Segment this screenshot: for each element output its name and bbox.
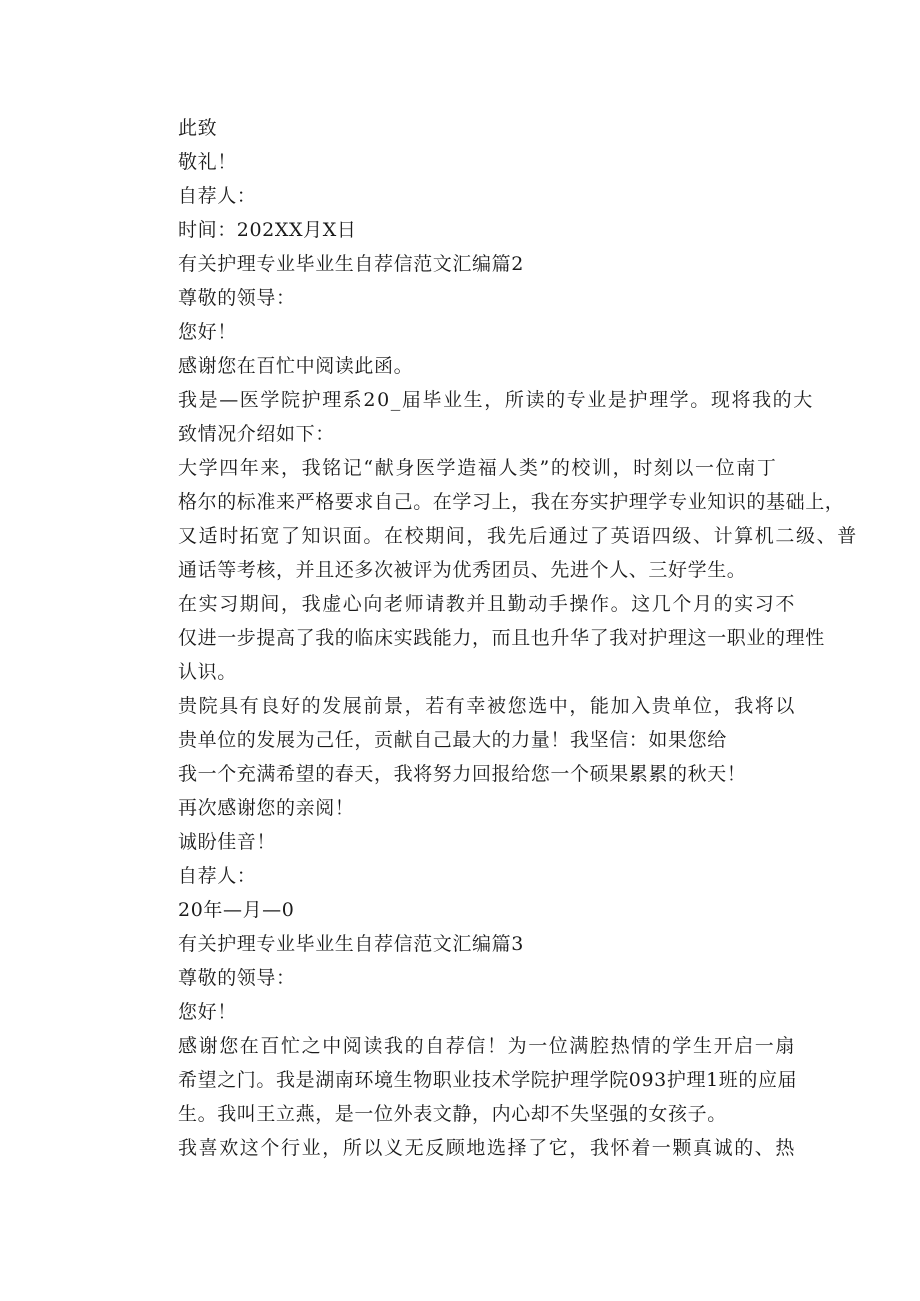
greeting-line: 尊敬的领导： xyxy=(178,967,296,989)
paragraph-line: 贵院具有良好的发展前景，若有幸被您选中，能加入贵单位，我将以 xyxy=(178,695,797,717)
paragraph-line: 大学四年来，我铭记“献身医学造福人类”的校训，时刻以一位南丁 xyxy=(178,457,778,479)
paragraph-line: 我一个充满希望的春天，我将努力回报给您一个硕果累累的秋天！ xyxy=(178,763,747,785)
paragraph-line: 诚盼佳音！ xyxy=(178,831,277,853)
paragraph-line: 格尔的标准来严格要求自己。在学习上，我在夯实护理学专业知识的基础上， xyxy=(178,491,845,513)
hello-line: 您好！ xyxy=(178,321,237,343)
closing-line: 此致 xyxy=(178,117,218,139)
section-heading-2: 有关护理专业毕业生自荐信范文汇编篇2 xyxy=(178,253,524,275)
paragraph-line: 再次感谢您的亲阅！ xyxy=(178,797,355,819)
paragraph-line: 我喜欢这个行业，所以义无反顾地选择了它，我怀着一颗真诚的、热 xyxy=(178,1137,797,1159)
paragraph-line: 又适时拓宽了知识面。在校期间，我先后通过了英语四级、计算机二级、普 xyxy=(178,525,858,547)
paragraph-line: 仅进一步提高了我的临床实践能力，而且也升华了我对护理这一职业的理性 xyxy=(178,627,825,649)
hello-line: 您好！ xyxy=(178,1001,237,1023)
paragraph-line: 贵单位的发展为己任，贡献自己最大的力量！我坚信：如果您给 xyxy=(178,729,727,751)
signature-label: 自荐人： xyxy=(178,865,257,887)
paragraph-line: 在实习期间，我虚心向老师请教并且勤动手操作。这几个月的实习不 xyxy=(178,593,797,615)
salute-line: 敬礼！ xyxy=(178,151,237,173)
paragraph-line: 希望之门。我是湖南环境生物职业技术学院护理学院093护理1班的应届 xyxy=(178,1069,798,1091)
date-line: 时间：202XX月X日 xyxy=(178,219,357,241)
greeting-line: 尊敬的领导： xyxy=(178,287,296,309)
paragraph-line: 感谢您在百忙中阅读此函。 xyxy=(178,355,414,377)
section-heading-3: 有关护理专业毕业生自荐信范文汇编篇3 xyxy=(178,933,524,955)
date-line: 20年—月—0 xyxy=(178,899,295,921)
paragraph-line: 通话等考核，并且还多次被评为优秀团员、先进个人、三好学生。 xyxy=(178,559,747,581)
paragraph-line: 认识。 xyxy=(178,661,237,683)
paragraph-line: 致情况介绍如下： xyxy=(178,423,335,445)
paragraph-line: 生。我叫王立燕，是一位外表文静，内心却不失坚强的女孩子。 xyxy=(178,1103,727,1125)
paragraph-line: 我是—医学院护理系20_届毕业生，所读的专业是护理学。现将我的大 xyxy=(178,389,814,411)
signature-label: 自荐人： xyxy=(178,185,257,207)
paragraph-line: 感谢您在百忙之中阅读我的自荐信！为一位满腔热情的学生开启一扇 xyxy=(178,1035,797,1057)
